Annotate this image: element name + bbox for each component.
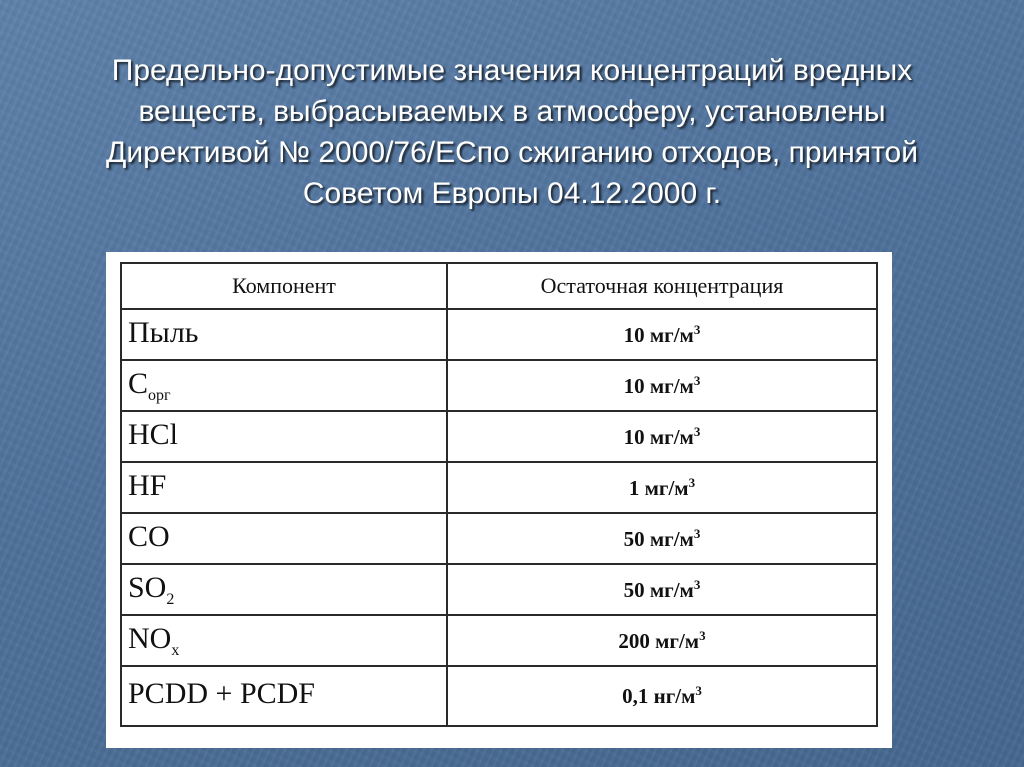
unit-superscript: 3	[693, 525, 701, 541]
concentration-value: 10 мг/м	[623, 322, 694, 347]
concentration-value: 200 мг/м	[618, 628, 700, 653]
concentration-cell	[447, 666, 877, 726]
component-name: С	[128, 366, 149, 400]
component-cell	[121, 411, 447, 462]
component-cell	[121, 360, 447, 411]
table-row	[121, 411, 877, 462]
unit-superscript: 3	[693, 372, 701, 388]
table-row	[121, 462, 877, 513]
component-subscript: x	[171, 641, 180, 659]
component-name: HCl	[128, 417, 179, 451]
unit-superscript: 3	[693, 423, 701, 439]
table-header-row	[121, 263, 877, 309]
concentration-table	[120, 262, 878, 727]
component-cell	[121, 666, 447, 726]
title-line-2: веществ, выбрасываемых в атмосферу, установлены	[138, 95, 886, 128]
concentration-value: 0,1 нг/м	[622, 684, 696, 708]
component-name: CO	[128, 519, 170, 553]
table-image-frame	[106, 252, 892, 748]
component-cell	[121, 564, 447, 615]
unit-superscript: 3	[699, 627, 706, 643]
concentration-value: 50 мг/м	[623, 526, 694, 551]
component-name: PCDD + PCDF	[128, 677, 315, 710]
component-name: SO	[128, 570, 167, 604]
table-row	[121, 666, 877, 726]
component-name: NO	[128, 621, 172, 655]
component-cell	[121, 462, 447, 513]
unit-superscript: 3	[693, 576, 701, 592]
component-name: HF	[128, 468, 167, 502]
concentration-cell	[447, 411, 877, 462]
table-row	[121, 360, 877, 411]
table-row	[121, 564, 877, 615]
table-row	[121, 309, 877, 360]
header-concentration: Остаточная концентрация	[447, 263, 877, 309]
slide-title	[30, 50, 994, 214]
unit-superscript: 3	[693, 321, 701, 337]
component-cell	[121, 615, 447, 666]
table-row	[121, 615, 877, 666]
unit-superscript: 3	[695, 683, 702, 698]
title-line-1: Предельно-допустимые значения концентраций вредных	[111, 54, 913, 87]
header-component: Компонент	[121, 263, 447, 309]
component-subscript: орг	[148, 386, 171, 404]
title-line-3: Директивой № 2000/76/ЕСпо сжиганию отходов, принятой	[106, 136, 918, 169]
concentration-cell	[447, 360, 877, 411]
concentration-value: 10 мг/м	[623, 373, 694, 398]
concentration-value: 50 мг/м	[623, 577, 694, 602]
table-row	[121, 513, 877, 564]
concentration-cell	[447, 564, 877, 615]
concentration-value: 1 мг/м	[628, 475, 689, 500]
title-line-4: Советом Европы 04.12.2000 г.	[302, 177, 722, 210]
component-cell	[121, 309, 447, 360]
concentration-cell	[447, 462, 877, 513]
unit-superscript: 3	[688, 474, 696, 490]
concentration-cell	[447, 615, 877, 666]
concentration-cell	[447, 309, 877, 360]
component-name: Пыль	[128, 315, 199, 349]
concentration-cell	[447, 513, 877, 564]
component-cell	[121, 513, 447, 564]
component-subscript: 2	[166, 590, 175, 608]
concentration-value: 10 мг/м	[623, 424, 694, 449]
